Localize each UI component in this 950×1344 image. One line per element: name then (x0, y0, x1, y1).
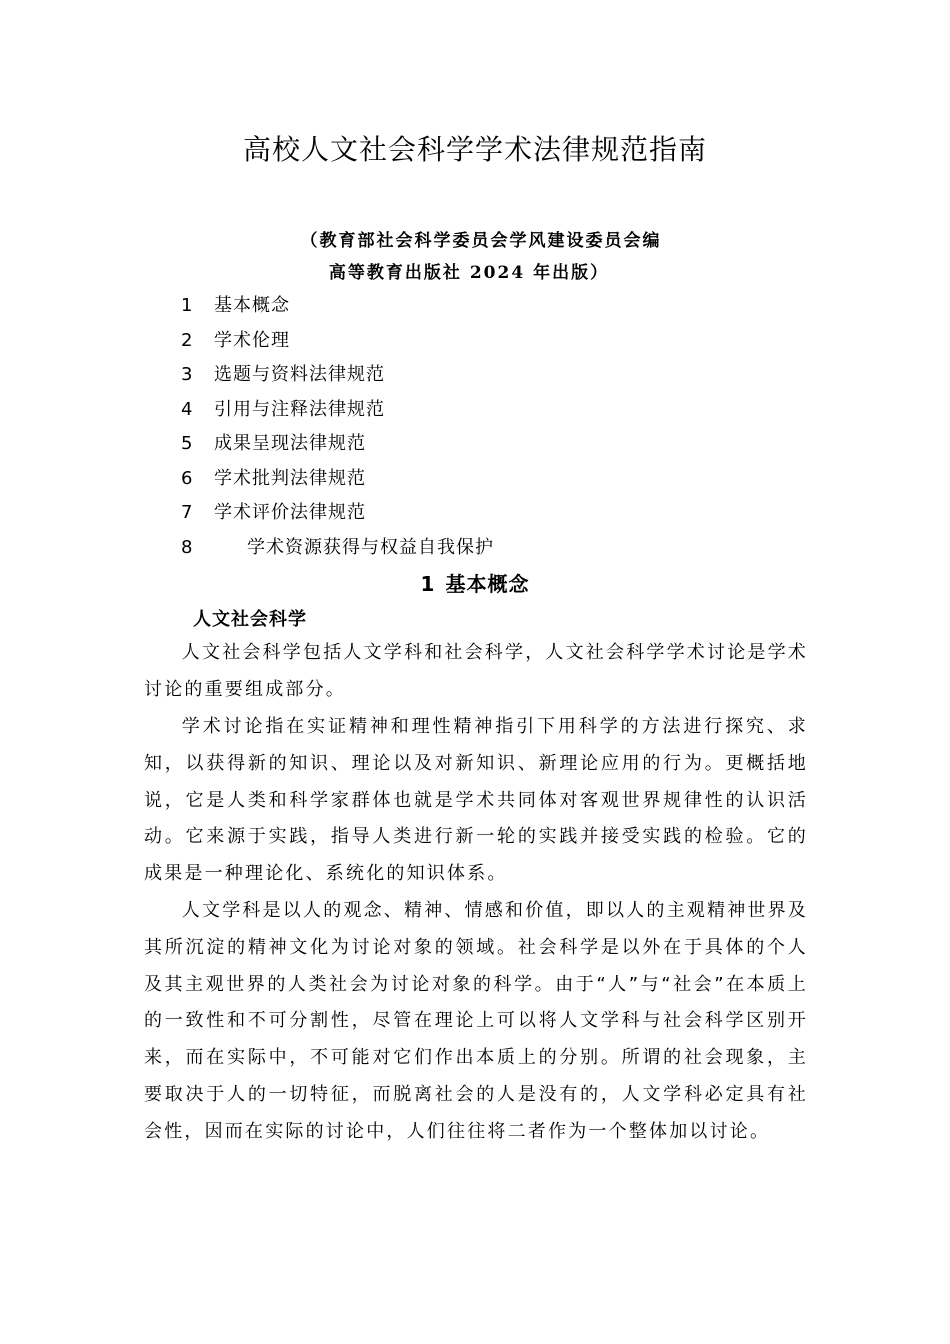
toc-item-label: 成果呈现法律规范 (214, 433, 366, 454)
body-paragraph: 学术讨论指在实证精神和理性精神指引下用科学的方法进行探究、求知，以获得新的知识、理论以及对新知识、新理论应用的行为。更概括地说，它是人类和科学家群体也就是学术共同体对客观世界规律性的认识活动。它来源于实践，指导人类进行新一轮的实践并接受实践的检验。它的成果是一种理论化、系统化的知识体系。 (144, 716, 808, 885)
toc-item (181, 293, 781, 328)
toc-item-label: 选题与资料法律规范 (214, 364, 385, 385)
toc-item-number: 4 (181, 398, 193, 420)
toc-item-number: 6 (181, 467, 193, 489)
document-title: 高校人文社会科学学术法律规范指南 (242, 133, 707, 166)
toc-item (181, 328, 781, 363)
body-paragraph: 人文学科是以人的观念、精神、情感和价值，即以人的主观精神世界及其所沉淀的精神文化为讨论对象的领域。社会科学是以外在于具体的个人及其主观世界的人类社会为讨论对象的科学。由于“人”与“社会”在本质上的一致性和不可分割性，尽管在理论上可以将人文学科与社会科学区别开来，而在实际中，不可能对它们作出本质上的分别。所谓的社会现象，主要取决于人的一切特征，而脱离社会的人是没有的，人文学科必定具有社会性，因而在实际的讨论中，人们往往将二者作为一个整体加以讨论。 (144, 900, 808, 1142)
table-of-contents (181, 293, 781, 569)
toc-item (181, 397, 781, 432)
section-title: 基本概念 (445, 572, 530, 596)
body-paragraph: 人文社会科学包括人文学科和社会科学，人文社会科学学术讨论是学术讨论的重要组成部分。 (144, 642, 808, 700)
toc-item-number: 5 (181, 433, 193, 454)
toc-item-label: 学术批判法律规范 (214, 467, 366, 489)
document-subtitle-line1: （教育部社会科学委员会学风建设委员会编 (300, 231, 662, 251)
toc-item-number: 2 (181, 329, 193, 351)
toc-item-label: 引用与注释法律规范 (214, 398, 385, 420)
toc-item-label: 基本概念 (214, 295, 290, 316)
toc-item (181, 500, 781, 535)
toc-item-label: 学术资源获得与权益自我保护 (247, 536, 494, 558)
toc-item-number: 7 (181, 502, 193, 523)
document-subtitle-line2: 高等教育出版社 2024 年出版） (328, 263, 610, 283)
section-subheading: 人文社会科学 (193, 609, 307, 630)
toc-item (181, 362, 781, 397)
section-number: 1 (420, 572, 436, 596)
toc-item-number: 1 (181, 295, 193, 316)
toc-item (181, 431, 781, 466)
toc-item-number: 8 (181, 536, 193, 558)
section-heading (0, 568, 950, 597)
toc-item-label: 学术评价法律规范 (214, 502, 366, 523)
toc-item-label: 学术伦理 (214, 329, 290, 351)
toc-item (181, 535, 781, 570)
toc-item (181, 466, 781, 501)
toc-item-number: 3 (181, 364, 193, 385)
